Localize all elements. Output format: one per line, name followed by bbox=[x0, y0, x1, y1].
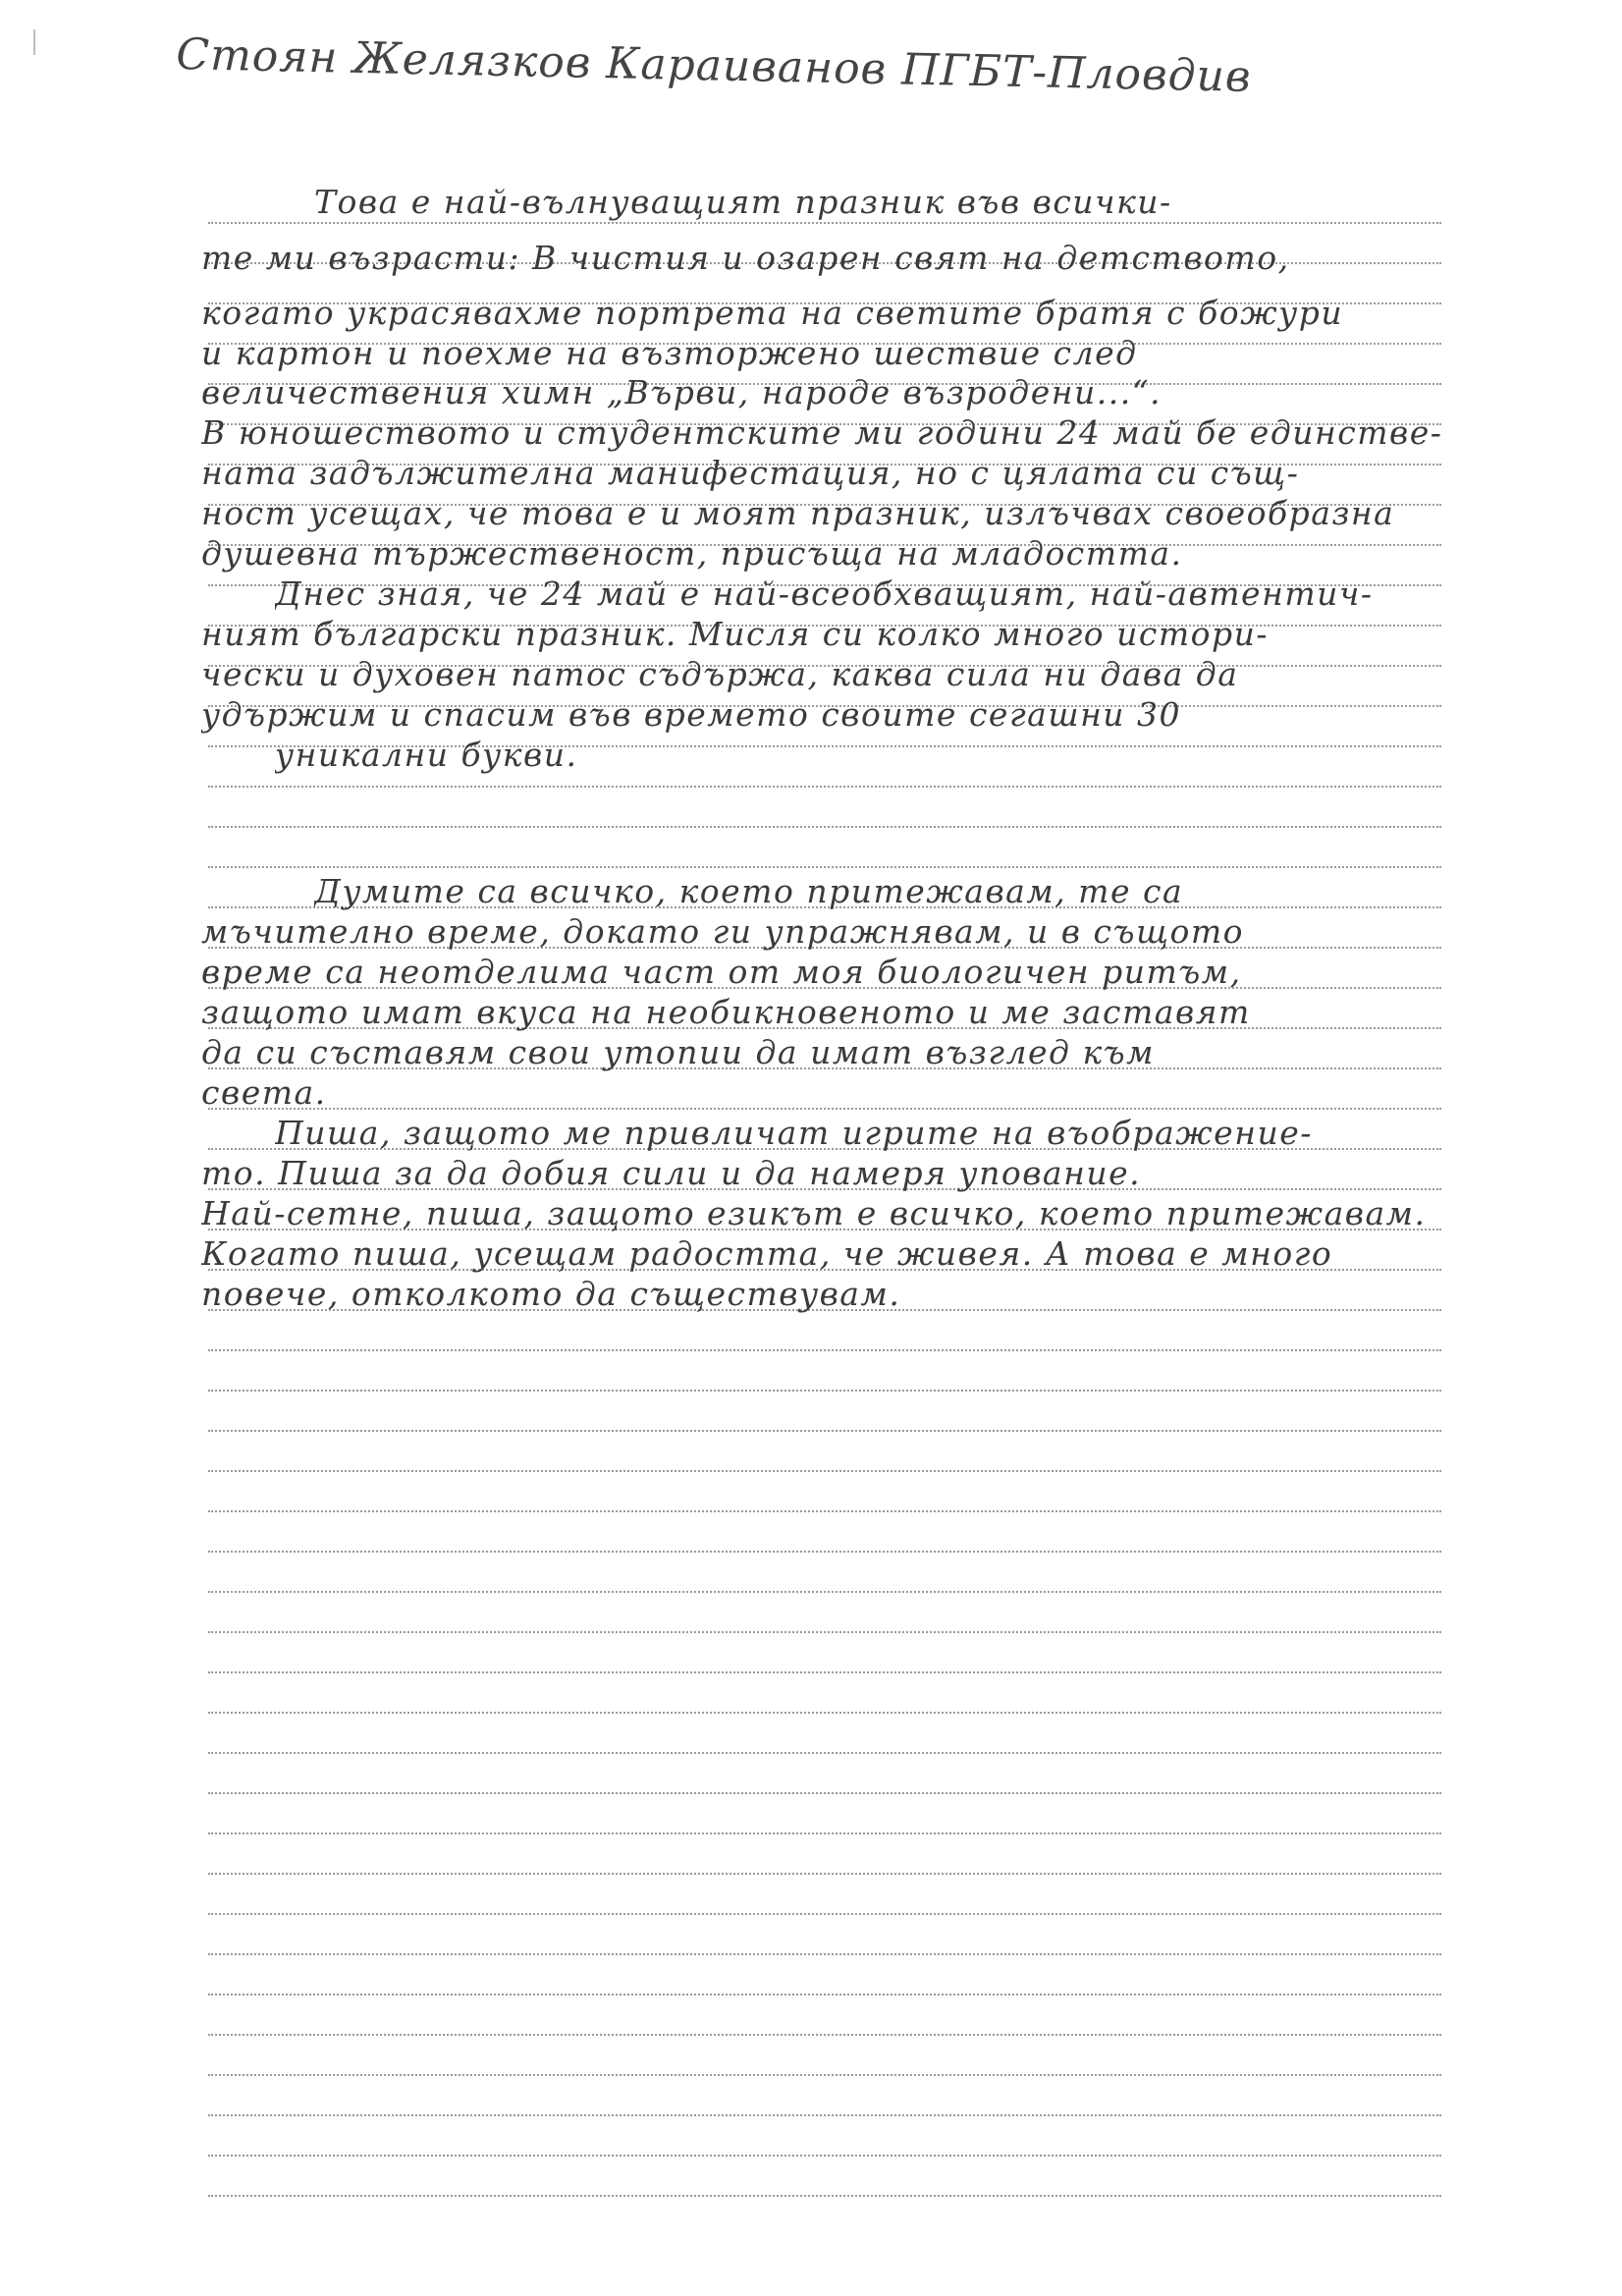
essay-line: мъчително време, докато ги упражнявам, и в същото bbox=[201, 912, 1245, 951]
ruled-line bbox=[208, 1671, 1441, 1673]
ruled-line bbox=[208, 1510, 1441, 1512]
margin-mark bbox=[33, 29, 35, 55]
ruled-line bbox=[208, 786, 1441, 788]
ruled-line bbox=[208, 1631, 1441, 1633]
author-line: Стоян Желязков Караиванов ПГБТ-Пловдив bbox=[175, 29, 1253, 102]
ruled-line bbox=[208, 1349, 1441, 1351]
essay-line: удържим и спасим във времето своите сегашни 30 bbox=[201, 695, 1182, 734]
essay-line: да си съставям свои утопии да имат възглед към bbox=[201, 1033, 1156, 1071]
ruled-line bbox=[208, 826, 1441, 828]
essay-line: и картон и поехме на възторжено шествие след bbox=[201, 334, 1138, 372]
ruled-line bbox=[208, 1953, 1441, 1955]
ruled-line bbox=[208, 1873, 1441, 1875]
ruled-line bbox=[208, 1832, 1441, 1834]
ruled-line bbox=[208, 1390, 1441, 1392]
essay-line: ност усещах, че това е и моят празник, излъчвах своеобразна bbox=[201, 494, 1395, 532]
ruled-line bbox=[208, 1712, 1441, 1714]
ruled-line bbox=[208, 222, 1441, 224]
essay-line: Най-сетне, пиша, защото езикът е всичко, което притежавам. bbox=[201, 1194, 1427, 1232]
essay-line: те ми възрасти: В чистия и озарен свят на детството, bbox=[201, 239, 1290, 277]
essay-line: ната задължителна манифестация, но с цялата си същ- bbox=[201, 454, 1300, 492]
ruled-line bbox=[208, 2074, 1441, 2076]
essay-line: чески и духовен патос съдържа, каква сила ни дава да bbox=[201, 655, 1239, 693]
ruled-line bbox=[208, 2155, 1441, 2157]
ruled-line bbox=[208, 1591, 1441, 1593]
essay-line: Пиша, защото ме привличат игрите на въображение- bbox=[275, 1114, 1313, 1152]
essay-line: защото имат вкуса на необикновеното и ме заставят bbox=[201, 993, 1251, 1031]
essay-line: величествения химн „Върви, народе възродени...“. bbox=[201, 373, 1162, 411]
ruled-line bbox=[208, 2195, 1441, 2197]
ruled-line bbox=[208, 2114, 1441, 2116]
essay-line: повече, отколкото да съществувам. bbox=[201, 1275, 901, 1313]
essay-line: ният български празник. Мисля си колко много истори- bbox=[201, 615, 1270, 653]
ruled-line bbox=[208, 1913, 1441, 1915]
essay-line: то. Пиша за да добия сили и да намеря упование. bbox=[201, 1154, 1142, 1192]
ruled-line bbox=[208, 1994, 1441, 1995]
essay-line: света. bbox=[201, 1073, 327, 1112]
ruled-line bbox=[208, 866, 1441, 868]
essay-line: когато украсявахме портрета на светите братя с божури bbox=[201, 294, 1344, 332]
ruled-line bbox=[208, 1752, 1441, 1754]
essay-line: В юношеството и студентските ми години 24 май бе единстве- bbox=[201, 413, 1443, 452]
ruled-line bbox=[208, 1430, 1441, 1432]
essay-line: Думите са всичко, което притежавам, те са bbox=[314, 872, 1184, 910]
essay-line: уникални букви. bbox=[275, 736, 578, 774]
essay-line: Това е най-вълнуващият празник във всички- bbox=[314, 183, 1172, 221]
ruled-line bbox=[208, 1551, 1441, 1553]
ruled-line bbox=[208, 1792, 1441, 1794]
essay-line: време са неотделима част от моя биологичен ритъм, bbox=[201, 953, 1242, 991]
essay-line: душевна тържественост, присъща на младостта. bbox=[201, 534, 1183, 573]
ruled-line bbox=[208, 1470, 1441, 1472]
essay-line: Когато пиша, усещам радостта, че живея. А това е много bbox=[201, 1234, 1333, 1273]
ruled-line bbox=[208, 2034, 1441, 2036]
essay-line: Днес зная, че 24 май е най-всеобхващият, най-автентич- bbox=[275, 574, 1374, 613]
